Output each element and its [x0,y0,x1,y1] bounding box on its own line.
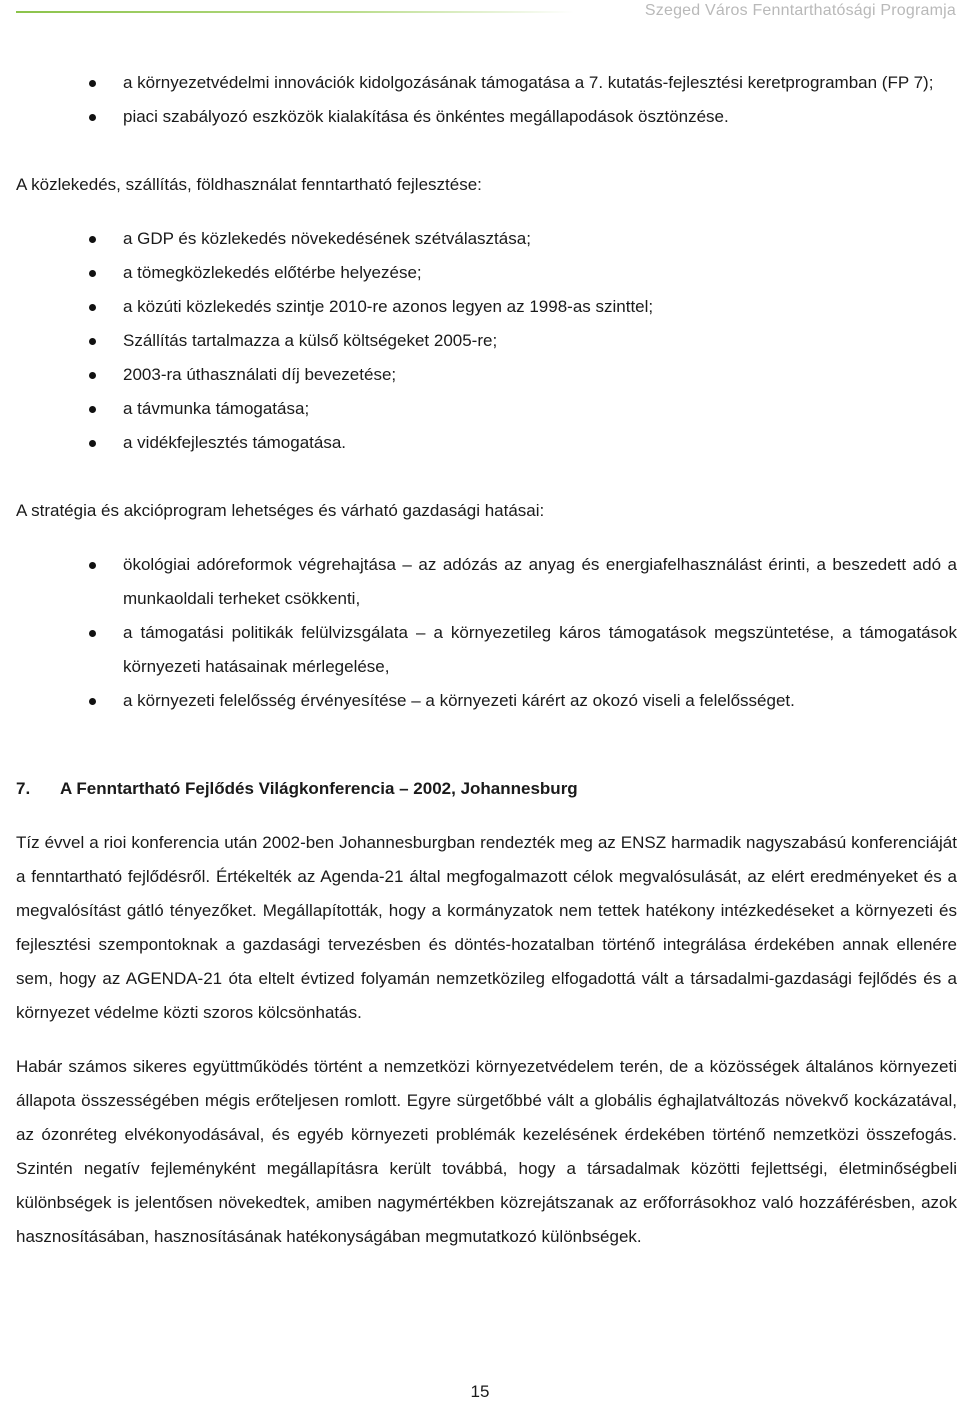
list-item: a támogatási politikák felülvizsgálata – a környezetileg káros támogatások megszüntetése, a támogatások környezeti hatásainak mérlegelése, [16,616,957,684]
header-title: Szeged Város Fenntarthatósági Programja [644,2,956,19]
header-rule [16,11,574,13]
list-item: a tömegközlekedés előtérbe helyezése; [16,256,957,290]
list-item: a távmunka támogatása; [16,392,957,426]
list-item: a közúti közlekedés szintje 2010-re azonos legyen az 1998-as szinttel; [16,290,957,324]
list-item: a vidékfejlesztés támogatása. [16,426,957,460]
list-item: piaci szabályozó eszközök kialakítása és önkéntes megállapodások ösztönzése. [16,100,957,134]
list-item: a GDP és közlekedés növekedésének szétválasztása; [16,222,957,256]
section-intro-transport: A közlekedés, szállítás, földhasználat fenntartható fejlesztése: [16,175,482,194]
list-item: ökológiai adóreformok végrehajtása – az adózás az anyag és energiafelhasználást érinti, a beszedett adó a munkaoldali terheket csökkenti, [16,548,957,616]
section-heading [16,772,957,806]
bullet-list-transport [16,222,957,460]
list-item: a környezeti felelősség érvényesítése – a környezeti kárért az okozó viseli a felelősséget. [16,684,957,718]
list-item: Szállítás tartalmazza a külső költségeket 2005-re; [16,324,957,358]
page-number: 15 [470,1382,490,1401]
paragraph: Habár számos sikeres együttműködés történt a nemzetközi környezetvédelem terén, de a közösségek általános környezeti állapota összességében mégis erőteljesen romlott. Egyre sürgetőbbé vált a globális éghajlatváltozás növekvő kockázatával, az ózonréteg elvékonyodásával, és egyéb környezeti problémák kezelésének érdekében történő nemzetközi összefogás. Szintén negatív fejleményként megállapításra került továbbá, hogy a társadalmak közötti fejlettségi, életminőségbeli különbségek is jelentősen növekedtek, amiben nagymértékben közrejátszanak az erőforrásokhoz való hozzáférésben, azok hasznosításában, hasznosításának hatékonyságában megmutatkozó különbségek. [16,1057,957,1246]
section-number: 7. [16,779,31,798]
section-title: A Fenntartható Fejlődés Világkonferencia – 2002, Johannesburg [60,779,578,798]
page-header [0,0,960,26]
section-intro-economic: A stratégia és akcióprogram lehetséges és várható gazdasági hatásai: [16,501,545,520]
bullet-list-economic [16,548,957,718]
list-item: 2003-ra úthasználati díj bevezetése; [16,358,957,392]
list-item: a környezetvédelmi innovációk kidolgozásának támogatása a 7. kutatás-fejlesztési keretprogramban (FP 7); [16,66,957,100]
page-content [16,66,957,1254]
bullet-list-innovation [16,66,957,134]
paragraph: Tíz évvel a rioi konferencia után 2002-ben Johannesburgban rendezték meg az ENSZ harmadik nagyszabású konferenciáját a fenntartható fejlődésről. Értékelték az Agenda-21 által megfogalmazott célok megvalósulását, az elért eredményeket és a megvalósítást gátló tényezőket. Megállapították, hogy a kormányzatok nem tettek hatékony intézkedéseket a környezeti és fejlesztési szempontoknak a gazdasági tervezésben és döntés-hozatalban történő integrálása érdekében annak ellenére sem, hogy az AGENDA-21 óta eltelt évtized folyamán nemzetközileg elfogadottá vált a társadalmi-gazdasági fejlődés és a környezet védelme közti szoros kölcsönhatás. [16,833,957,1022]
